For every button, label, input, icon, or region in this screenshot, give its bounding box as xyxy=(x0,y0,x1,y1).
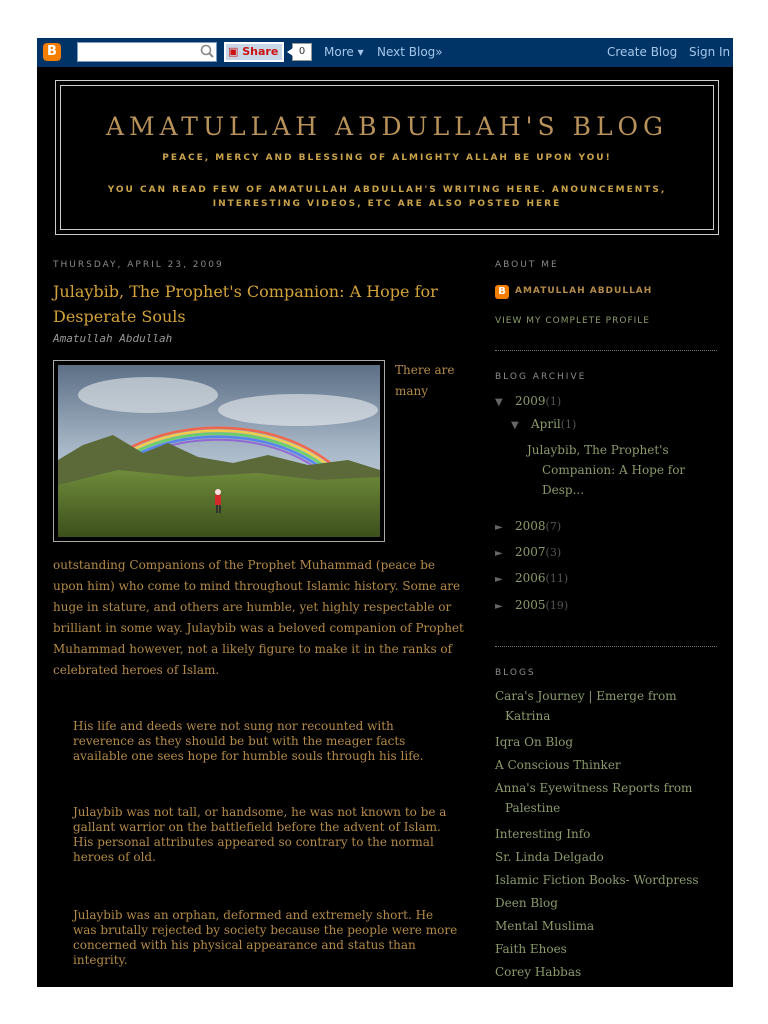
post-title[interactable]: Julaybib, The Prophet's Companion: A Hope for Desperate Souls xyxy=(53,282,438,326)
expand-toggle-icon[interactable]: ▼ xyxy=(511,420,519,431)
about-author-name[interactable]: AMATULLAH ABDULLAH xyxy=(515,286,653,296)
view-profile-link[interactable]: VIEW MY COMPLETE PROFILE xyxy=(495,316,650,326)
search-icon[interactable] xyxy=(199,43,215,59)
collapse-toggle-icon[interactable]: ► xyxy=(495,574,503,585)
archive-year-2005[interactable] xyxy=(495,598,568,612)
collapse-toggle-icon[interactable]: ► xyxy=(495,601,503,612)
collapse-toggle-icon[interactable]: ► xyxy=(495,548,503,559)
blog-archive-heading: BLOG ARCHIVE xyxy=(495,372,587,382)
archive-year-label: 2005 xyxy=(515,598,546,612)
more-menu-button[interactable]: More ▾ xyxy=(324,45,364,59)
blog-link-mental-muslima[interactable]: Mental Muslima xyxy=(495,919,595,933)
post-quote-paragraph: Julaybib was not tall, or handsome, he was not known to be a gallant warrior on the battlefield before the advent of Islam. His personal attributes appeared so contrary to the normal heroes of old. xyxy=(73,805,447,864)
archive-year-label: 2009 xyxy=(515,394,546,408)
archive-year-2008[interactable] xyxy=(495,519,561,533)
share-button[interactable] xyxy=(224,42,284,62)
archive-count: (1) xyxy=(545,395,562,408)
blog-header-inner xyxy=(60,85,714,230)
archive-year-2006[interactable] xyxy=(495,571,568,585)
blog-link-islamic-fiction-books[interactable]: Islamic Fiction Books- Wordpress xyxy=(495,873,699,887)
blogger-navbar xyxy=(37,38,733,67)
share-label: Share xyxy=(242,45,279,58)
archive-year-2007[interactable] xyxy=(495,545,561,559)
blog-description-line-2: YOU CAN READ FEW OF AMATULLAH ABDULLAH'S WRITING HERE. ANOUNCEMENTS, INTERESTING VIDEOS, ETC ARE ALSO POSTED HERE xyxy=(107,185,667,209)
post-image[interactable] xyxy=(53,360,385,542)
blog-link-linda-delgado[interactable]: Sr. Linda Delgado xyxy=(495,850,604,864)
search-input[interactable] xyxy=(77,42,217,62)
blog-link-faith-ehoes[interactable]: Faith Ehoes xyxy=(495,942,567,956)
sidebar-divider xyxy=(495,350,717,351)
blog-link-interesting-info[interactable]: Interesting Info xyxy=(495,827,591,841)
expand-toggle-icon[interactable]: ▼ xyxy=(495,397,503,408)
post-quote-paragraph: Julaybib was an orphan, deformed and extremely short. He was brutally rejected by society because the people were more concerned with his physical appearance and status than integrity. xyxy=(73,908,458,967)
blog-page xyxy=(37,38,733,987)
blog-header xyxy=(55,80,719,235)
archive-count: (7) xyxy=(545,520,562,533)
share-count: 0 xyxy=(292,43,312,61)
create-blog-link[interactable]: Create Blog xyxy=(607,45,678,59)
archive-year-label: 2006 xyxy=(515,571,546,585)
share-icon: ▣ xyxy=(228,45,239,58)
archive-count: (1) xyxy=(560,418,577,431)
main-column xyxy=(53,260,464,967)
blog-link-conscious-thinker[interactable]: A Conscious Thinker xyxy=(495,758,621,772)
blog-link-annas-eyewitness[interactable]: Anna's Eyewitness Reports from Palestine xyxy=(495,781,693,815)
blogger-logo-icon[interactable]: B xyxy=(43,43,61,61)
archive-post-link[interactable]: Julaybib, The Prophet's Companion: A Hope for Desp... xyxy=(527,443,686,497)
sidebar-divider xyxy=(495,646,717,647)
archive-count: (19) xyxy=(545,599,569,612)
post-float-text: There are many xyxy=(395,363,455,398)
blog-link-caras-journey[interactable]: Cara's Journey | Emerge from Katrina xyxy=(495,689,677,723)
archive-month-label: April xyxy=(531,417,561,431)
blog-link-corey-habbas[interactable]: Corey Habbas xyxy=(495,965,582,979)
post-quote-paragraph: His life and deeds were not sung nor recounted with reverence as they should be but with the meager facts available one sees hope for humble souls through his life. xyxy=(73,719,424,763)
blog-link-iqra-on-blog[interactable]: Iqra On Blog xyxy=(495,735,574,749)
blog-description-line-1: PEACE, MERCY AND BLESSING OF ALMIGHTY ALLAH BE UPON YOU! xyxy=(162,153,612,163)
archive-year-label: 2007 xyxy=(515,545,546,559)
blogs-heading: BLOGS xyxy=(495,668,536,678)
post-intro-paragraph: outstanding Companions of the Prophet Muhammad (peace be upon him) who come to mind throughout Islamic history. Some are huge in stature, and others are humble, yet highly respectable or brilliant in some way. Julaybib was a beloved companion of Prophet Muhammad however, not a likely figure to make it in the ranks of celebrated heroes of Islam. xyxy=(53,558,464,677)
archive-year-label: 2008 xyxy=(515,519,546,533)
archive-count: (3) xyxy=(545,546,562,559)
post-author: Amatullah Abdullah xyxy=(53,332,173,345)
post-date: THURSDAY, APRIL 23, 2009 xyxy=(53,260,224,270)
about-me-heading: ABOUT ME xyxy=(495,260,559,270)
archive-month-april[interactable] xyxy=(511,417,576,431)
archive-count: (11) xyxy=(545,572,569,585)
next-blog-link[interactable]: Next Blog» xyxy=(377,45,443,59)
collapse-toggle-icon[interactable]: ► xyxy=(495,522,503,533)
blog-title[interactable]: AMATULLAH ABDULLAH'S BLOG xyxy=(105,112,669,141)
blogger-profile-icon: B xyxy=(495,285,509,299)
sign-in-link[interactable]: Sign In xyxy=(689,45,731,59)
archive-year-2009[interactable] xyxy=(495,394,561,408)
rainbow-landscape-image xyxy=(58,365,380,537)
blog-link-deen-blog[interactable]: Deen Blog xyxy=(495,896,558,910)
